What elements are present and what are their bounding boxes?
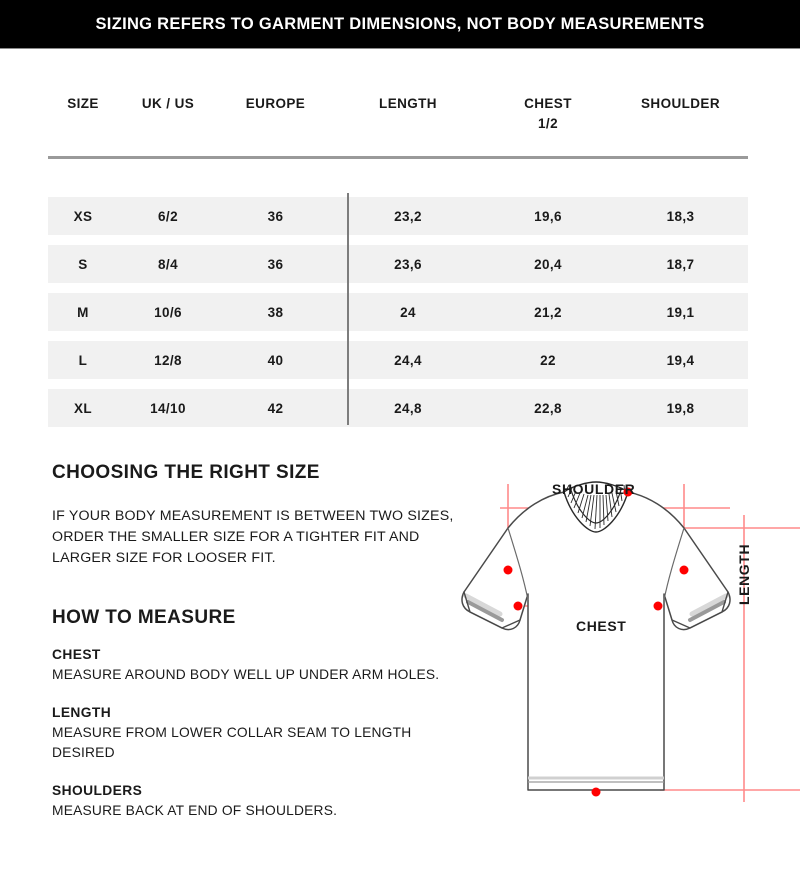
cell-uk-us: 8/4: [158, 256, 178, 272]
cell-uk-us: 10/6: [154, 304, 182, 320]
cell-uk-us: 14/10: [150, 400, 186, 416]
table-row: [48, 293, 748, 331]
measure-item-chest: [52, 647, 472, 685]
diagram-label-length: LENGTH: [736, 543, 752, 605]
cell-shoulder: 19,8: [666, 400, 695, 416]
banner-underline: [0, 48, 800, 49]
column-header-length: LENGTH: [379, 96, 437, 111]
marker-dot-shoulder-left: [504, 566, 513, 575]
cell-length: 24,4: [394, 352, 422, 368]
diagram-label-chest: CHEST: [576, 618, 627, 634]
cell-europe: 42: [267, 400, 284, 416]
tshirt-diagram-svg: [440, 460, 800, 830]
size-table-body: [48, 197, 748, 437]
column-header-chest-line1: CHEST: [524, 96, 572, 111]
tshirt-diagram: [440, 460, 800, 830]
cell-shoulder: 19,4: [666, 352, 695, 368]
marker-dot-chest-left: [514, 602, 523, 611]
table-row: [48, 197, 748, 235]
cell-length: 23,2: [394, 208, 422, 224]
cell-shoulder: 19,1: [666, 304, 695, 320]
table-row: [48, 245, 748, 283]
garment-outline: [462, 492, 730, 790]
cell-length: 23,6: [394, 256, 422, 272]
marker-dot-shoulder-right: [680, 566, 689, 575]
cell-europe: 40: [267, 352, 284, 368]
table-header-row: [48, 80, 748, 136]
cell-size: XS: [73, 208, 93, 224]
header-rule: [48, 156, 748, 159]
cell-length: 24,8: [394, 400, 422, 416]
measure-item-shoulders-text: MEASURE BACK AT END OF SHOULDERS.: [52, 803, 338, 818]
column-header-shoulder: SHOULDER: [641, 96, 720, 111]
info-column: [52, 462, 472, 841]
cell-length: 24: [400, 304, 416, 320]
cell-shoulder: 18,7: [666, 256, 695, 272]
cell-uk-us: 6/2: [158, 208, 178, 224]
diagram-label-shoulder: SHOULDER: [552, 481, 636, 497]
marker-dot-hem: [592, 788, 601, 797]
measure-item-length: [52, 705, 472, 763]
size-table: [48, 80, 748, 136]
table-vertical-divider: [347, 193, 349, 425]
column-header-chest: [483, 80, 613, 134]
cell-chest: 19,6: [534, 208, 562, 224]
cell-shoulder: 18,3: [666, 208, 695, 224]
cell-chest: 21,2: [534, 304, 562, 320]
cell-uk-us: 12/8: [154, 352, 182, 368]
marker-dot-chest-right: [654, 602, 663, 611]
cell-europe: 36: [267, 208, 284, 224]
measure-item-shoulders: [52, 783, 472, 821]
cell-size: S: [78, 256, 88, 272]
column-header-size: SIZE: [67, 96, 99, 111]
column-header-europe: EUROPE: [245, 96, 306, 111]
header-banner: [0, 0, 800, 48]
column-header-chest-line2: 1/2: [538, 116, 558, 131]
cell-europe: 36: [267, 256, 284, 272]
measure-item-chest-title: CHEST: [52, 647, 101, 662]
cell-size: L: [78, 352, 88, 368]
cell-chest: 22,8: [534, 400, 562, 416]
measure-item-length-title: LENGTH: [52, 705, 112, 720]
cell-chest: 20,4: [534, 256, 562, 272]
measure-item-chest-text: MEASURE AROUND BODY WELL UP UNDER ARM HOLES.: [52, 667, 440, 682]
measure-item-length-text: MEASURE FROM LOWER COLLAR SEAM TO LENGTH DESIRED: [52, 725, 412, 760]
table-row: [48, 341, 748, 379]
banner-title: SIZING REFERS TO GARMENT DIMENSIONS, NOT BODY MEASUREMENTS: [95, 14, 705, 33]
choosing-heading: CHOOSING THE RIGHT SIZE: [52, 462, 320, 483]
measure-item-shoulders-title: SHOULDERS: [52, 783, 143, 798]
column-header-uk-us: UK / US: [141, 96, 195, 111]
table-row: [48, 389, 748, 427]
cell-size: XL: [73, 400, 93, 416]
cell-europe: 38: [267, 304, 284, 320]
how-to-measure-heading: HOW TO MEASURE: [52, 607, 236, 628]
cell-size: M: [77, 304, 89, 320]
choosing-body: IF YOUR BODY MEASUREMENT IS BETWEEN TWO SIZES, ORDER THE SMALLER SIZE FOR A TIGHTER FIT AND LARGER SIZE FOR LOOSER FIT.: [52, 508, 454, 566]
cell-chest: 22: [540, 352, 556, 368]
